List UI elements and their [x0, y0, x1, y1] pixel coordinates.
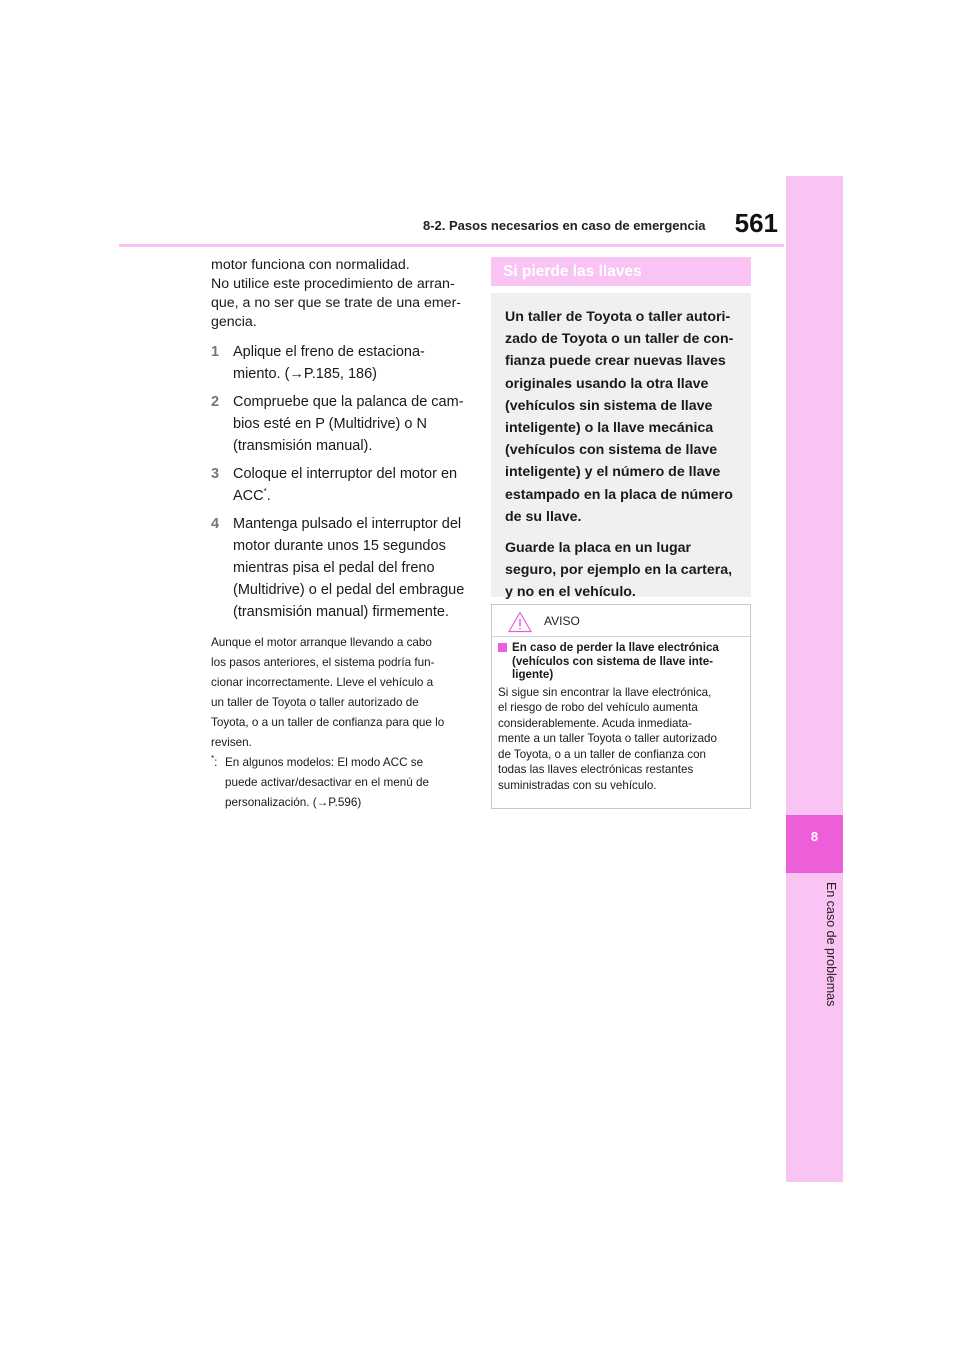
step-line: (Multidrive) o el pedal del embrague [233, 582, 465, 598]
left-column [211, 256, 466, 813]
step-line: mientras pisa el pedal del freno [233, 560, 435, 576]
warning-line: considerablemente. Acuda inmediata- [498, 716, 692, 730]
warning-line: Si sigue sin encontrar la llave electrónica, [498, 685, 712, 699]
step-number: 2 [211, 394, 220, 410]
warning-title-text [512, 641, 719, 682]
step-number: 3 [211, 466, 220, 482]
warning-title-line: (vehículos con sistema de llave inte- [512, 654, 714, 668]
info-line: de su llave. [505, 508, 582, 525]
warning-line: de Toyota, o a un taller de confianza con [498, 747, 706, 761]
info-line: (vehículos sin sistema de llave [505, 397, 713, 414]
intro-line: motor funciona con normalidad. [211, 257, 410, 273]
intro-line: que, a no ser que se trate de una emer- [211, 295, 462, 311]
footnote-text [225, 753, 429, 813]
warning-header [492, 605, 750, 637]
step-1 [211, 341, 466, 385]
step-number: 1 [211, 344, 220, 360]
section-heading: Si pierde las llaves [491, 257, 751, 286]
section-title: 8-2. Pasos necesarios en caso de emergencia [423, 218, 706, 233]
intro-line: gencia. [211, 314, 257, 330]
info-line: y no en el vehículo. [505, 584, 636, 601]
warning-line: suministradas con su vehículo. [498, 778, 657, 792]
info-line: (vehículos con sistema de llave [505, 442, 718, 459]
warning-body-text [498, 685, 744, 794]
step-line: ACC [233, 488, 264, 504]
warning-line: todas las llaves electrónicas restantes [498, 763, 694, 776]
step-line: bios esté en P (Multidrive) o N [233, 416, 427, 432]
warning-line: el riesgo de robo del vehículo aumenta [498, 701, 698, 714]
chapter-number-tab [786, 815, 843, 873]
square-bullet-icon [498, 643, 507, 652]
step-text [233, 391, 466, 457]
info-line: inteligente) o la llave mecánica [505, 420, 714, 437]
info-line: seguro, por ejemplo en la cartera, [505, 562, 733, 579]
note-line: revisen. [211, 736, 252, 749]
chapter-label: En caso de problemas [824, 882, 838, 1007]
step-text [233, 463, 466, 507]
info-line: originales usando la otra llave [505, 375, 709, 392]
step-line: miento. (→P.185, 186) [233, 366, 378, 382]
note-text [211, 633, 466, 753]
warning-triangle-icon [508, 611, 532, 633]
note-line: Toyota, o a un taller de confianza para que lo [211, 716, 445, 729]
footnote-line: En algunos modelos: El modo ACC se [225, 756, 424, 769]
info-line: estampado en la placa de número [505, 486, 733, 503]
intro-text [211, 256, 466, 332]
step-3 [211, 463, 466, 507]
warning-line: mente a un taller Toyota o taller autorizado [498, 732, 717, 745]
note-line: los pasos anteriores, el sistema podría fun- [211, 656, 435, 669]
step-line: (transmisión manual) firmemente. [233, 604, 449, 620]
warning-title-line: ligente) [512, 668, 554, 681]
step-line-end: . [266, 488, 271, 504]
warning-box [491, 604, 751, 809]
warning-label: AVISO [544, 614, 580, 628]
footnote-line: personalización. (→P.596) [225, 796, 362, 809]
warning-title-line: En caso de perder la llave electrónica [512, 641, 719, 654]
step-line: Mantenga pulsado el interruptor del [233, 516, 462, 532]
step-number: 4 [211, 516, 220, 532]
step-4 [211, 513, 466, 623]
header-rule [119, 244, 784, 247]
info-line: Guarde la placa en un lugar [505, 540, 692, 557]
page-number: 561 [734, 208, 778, 238]
footnote-asterisk: * [211, 754, 215, 764]
step-text [233, 513, 466, 623]
info-line: fianza puede crear nuevas llaves [505, 353, 726, 370]
info-paragraph [505, 537, 737, 604]
info-line: Un taller de Toyota o taller autori- [505, 309, 731, 325]
chapter-number: 8 [810, 829, 819, 844]
note-line: un taller de Toyota o taller autorizado de [211, 696, 419, 709]
footnote-line: puede activar/desactivar en el menú de [225, 776, 430, 789]
note-line: cionar incorrectamente. Lleve el vehículo a [211, 676, 434, 689]
step-line: Compruebe que la palanca de cam- [233, 394, 464, 410]
info-line: inteligente) y el número de llave [505, 464, 721, 481]
footnote [211, 753, 466, 813]
warning-body [492, 637, 750, 793]
intro-line: No utilice este procedimiento de arran- [211, 276, 455, 292]
step-line: motor durante unos 15 segundos [233, 538, 446, 554]
step-line: Aplique el freno de estaciona- [233, 344, 425, 360]
step-line: (transmisión manual). [233, 438, 373, 454]
warning-item-title [498, 641, 744, 682]
footnote-marker [211, 753, 225, 813]
step-line: Coloque el interruptor del motor en [233, 466, 458, 482]
info-line: zado de Toyota o un taller de con- [505, 331, 734, 348]
note-line: Aunque el motor arranque llevando a cabo [211, 636, 432, 649]
footnote-mark: * [263, 487, 267, 497]
footnote-colon: : [214, 756, 218, 769]
step-2 [211, 391, 466, 457]
info-paragraph [505, 306, 737, 528]
step-text [233, 341, 466, 385]
info-box [491, 293, 751, 601]
